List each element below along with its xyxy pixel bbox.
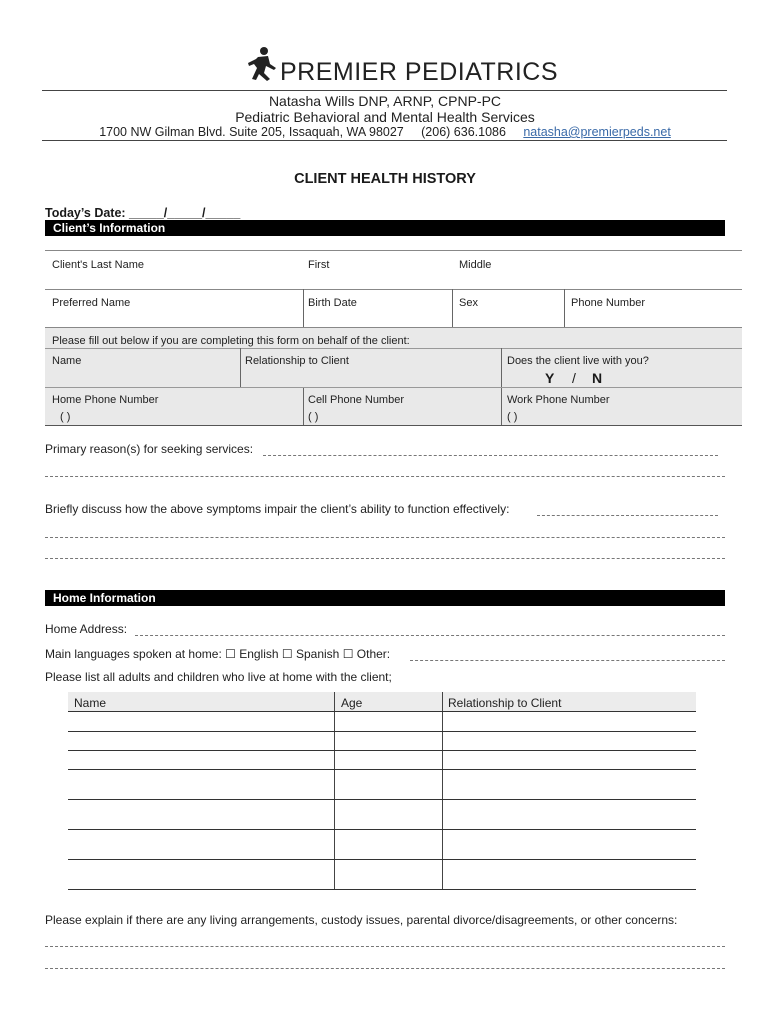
- lives-with-yes-option[interactable]: Y: [545, 370, 555, 386]
- cell-divider: [303, 387, 304, 425]
- practice-email-link[interactable]: natasha@premierpeds.net: [523, 125, 671, 139]
- household-row[interactable]: [68, 859, 696, 860]
- form-title: CLIENT HEALTH HISTORY: [294, 171, 476, 187]
- brand-name: PREMIER PEDIATRICS: [280, 58, 559, 86]
- household-col-name: Name: [74, 696, 107, 710]
- cell-divider: [452, 289, 453, 327]
- last-name-field[interactable]: Client's Last Name: [52, 259, 144, 271]
- household-table-header-bg: [68, 692, 696, 711]
- phone-number-field[interactable]: Phone Number: [571, 297, 645, 309]
- primary-reason-input[interactable]: [263, 455, 718, 456]
- concerns-input[interactable]: [45, 946, 725, 947]
- household-row[interactable]: [68, 799, 696, 800]
- primary-reason-input-line-2[interactable]: [45, 476, 725, 477]
- other-language-input[interactable]: [410, 660, 725, 661]
- row-line: [45, 387, 742, 388]
- client-info-title: Client’s Information: [53, 221, 166, 235]
- household-row[interactable]: [68, 829, 696, 830]
- home-phone-field[interactable]: Home Phone Number: [52, 394, 159, 406]
- impair-input[interactable]: [537, 515, 718, 516]
- header-divider-top: [42, 90, 727, 91]
- row-line: [45, 425, 742, 426]
- practice-address: 1700 NW Gilman Blvd. Suite 205, Issaquah, WA 98027: [99, 125, 404, 139]
- first-name-field[interactable]: First: [308, 259, 330, 271]
- primary-reason-label: Primary reason(s) for seeking services:: [45, 442, 254, 456]
- lives-with-label: Does the client live with you?: [507, 355, 649, 367]
- header-divider-bottom: [42, 140, 727, 141]
- sex-field[interactable]: Sex: [459, 297, 478, 309]
- work-phone-field[interactable]: Work Phone Number: [507, 394, 610, 406]
- home-address-label: Home Address:: [45, 622, 128, 636]
- contact-line: [0, 125, 770, 139]
- household-prompt: Please list all adults and children who live at home with the client;: [45, 670, 392, 684]
- lives-with-no-option[interactable]: N: [592, 370, 603, 386]
- todays-date-field[interactable]: Today’s Date: _____/_____/_____: [45, 206, 241, 220]
- impair-input-line-3[interactable]: [45, 558, 725, 559]
- languages-label[interactable]: Main languages spoken at home: ☐ English ☐ Spanish ☐ Other:: [45, 647, 391, 661]
- guardian-name-field[interactable]: Name: [52, 355, 82, 367]
- household-row[interactable]: [68, 889, 696, 890]
- concerns-label: Please explain if there are any living arrangements, custody issues, parental divorce/disagreements, or other concerns:: [45, 913, 678, 927]
- behalf-note: Please fill out below if you are completing this form on behalf of the client:: [52, 335, 410, 347]
- household-row[interactable]: [68, 711, 696, 712]
- cell-divider: [240, 348, 241, 387]
- row-line: [45, 348, 742, 349]
- home-address-input[interactable]: [135, 635, 725, 636]
- household-col-relationship: Relationship to Client: [448, 696, 562, 710]
- preferred-name-field[interactable]: Preferred Name: [52, 297, 131, 309]
- impair-input-line-2[interactable]: [45, 537, 725, 538]
- practice-name: Pediatric Behavioral and Mental Health Services: [235, 109, 535, 125]
- cell-phone-field[interactable]: Cell Phone Number: [308, 394, 404, 406]
- cell-divider: [303, 289, 304, 327]
- middle-name-field[interactable]: Middle: [459, 259, 492, 271]
- relationship-field[interactable]: Relationship to Client: [245, 355, 349, 367]
- cell-divider: [564, 289, 565, 327]
- impair-label: Briefly discuss how the above symptoms impair the client’s ability to function effectively:: [45, 502, 510, 516]
- row-line: [45, 250, 742, 251]
- household-row[interactable]: [68, 769, 696, 770]
- provider-name: Natasha Wills DNP, ARNP, CPNP-PC: [268, 93, 502, 109]
- home-phone-area[interactable]: ( ): [60, 411, 71, 423]
- home-info-title: Home Information: [53, 591, 156, 605]
- concerns-input-line-2[interactable]: [45, 968, 725, 969]
- client-info-header: [45, 220, 725, 236]
- work-phone-area[interactable]: ( ): [507, 411, 518, 423]
- home-info-header: [45, 590, 725, 606]
- runner-icon: [246, 46, 280, 82]
- birth-date-field[interactable]: Birth Date: [308, 297, 357, 309]
- household-col-age: Age: [341, 696, 363, 710]
- practice-phone: (206) 636.1086: [421, 125, 506, 139]
- cell-phone-area[interactable]: ( ): [308, 411, 319, 423]
- household-row[interactable]: [68, 731, 696, 732]
- yes-no-separator: /: [572, 370, 576, 386]
- row-line: [45, 289, 742, 290]
- household-row[interactable]: [68, 750, 696, 751]
- logo: [246, 46, 559, 86]
